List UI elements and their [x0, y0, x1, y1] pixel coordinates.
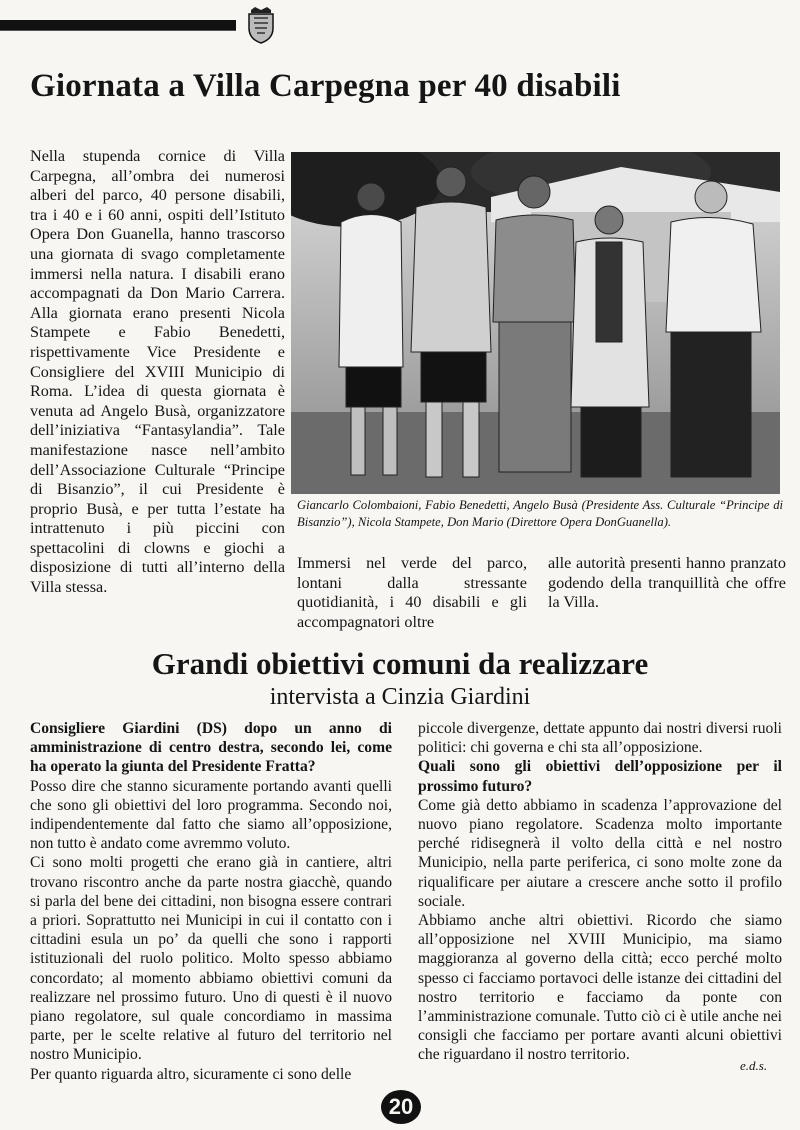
interview-answer: piccole divergenze, dettate appunto dai nostri diversi ruoli politici: chi governa e chi sta all’opposizione. [418, 720, 782, 757]
interview-answer: Abbiamo anche altri obiettivi. Ricordo che siamo all’opposizione nel XVIII Municipio, ma siamo maggioranza al governo della città; ecco perché molto spesso ci facciamo portavoci delle istanze dei cittadini del nostro territorio e facciamo da ponte con l’amministrazione comunale. Tutto ciò ci è utile anche nei consigli che facciamo per portare avanti alcuni obiettivi che riguardano il nostro territorio. [418, 912, 782, 1064]
photo-caption: Giancarlo Colombaioni, Fabio Benedetti, Angelo Busà (Presidente Ass. Culturale “Principe di Bisanzio”), Nicola Stampete, Don Mario (Direttore Opera DonGuanella). [297, 498, 783, 529]
interview-title: Grandi obiettivi comuni da realizzare [151, 646, 649, 681]
interview-answer: Posso dire che stanno sicuramente portando avanti quelli che sono gli obiettivi del loro programma. Secondo noi, indipendentemente dal fatto che siamo all’opposizione, non tutto è andato come avremmo voluto. [30, 777, 392, 853]
interview-column-left [30, 719, 392, 1084]
article-title: Giornata a Villa Carpegna per 40 disabili [30, 68, 621, 104]
interview-answer: Come già detto abbiamo in scadenza l’approvazione del nuovo piano regolatore. Scadenza molto importante perché ridisegnerà il volto della città e nel nostro Municipio, nella parte periferica, ci sono molte zone da riqualificare per aiutare a crescere anche sotto il profilo sociale. [418, 796, 782, 910]
author-signature: e.d.s. [740, 1058, 768, 1073]
article-body-column-2a: Immersi nel verde del parco, lontani dalla stressante quotidianità, i 40 disabili e gli accompagnatori oltre [297, 554, 527, 631]
interview-question: Consigliere Giardini (DS) dopo un anno di amministrazione di centro destra, secondo lei, come ha operato la giunta del Presidente Fratta? [30, 720, 392, 776]
header-rule [0, 20, 236, 30]
interview-answer: Ci sono molti progetti che erano già in cantiere, altri trovano riscontro anche da parte nostra giacchè, quando si parla del bene dei cittadini, non bisogna essere contrari a priori. Soprattutto nei Municipi in cui il contatto con i cittadini esula un po’ da quelli che sono i rapporti istituzionali del ruolo politico. Molto spesso abbiamo concordato; al momento abbiamo obiettivi comuni da realizzare nel prossimo futuro. Uno di questi è il nuovo piano regolatore, sul quale concordiamo in massima parte, per le scelte relative al futuro del territorio nel nostro Municipio. [30, 854, 392, 1064]
interview-answer: Per quanto riguarda altro, sicuramente ci sono delle [30, 1065, 352, 1083]
body-paragraph: Nella stupenda cornice di Villa Carpegna, all’ombra dei numerosi alberi del parco, 40 persone disabili, tra i 40 e i 60 anni, ospiti dell’Istituto Opera Don Guanella, hanno trascorso una giornata di svago completamente immersi nella natura. I disabili erano accompagnati da Don Mario Carrera. Alla giornata erano presenti Nicola Stampete e Fabio Benedetti, rispettivamente Vice Presidente e Consigliere del XVIII Municipio di Roma. L’idea di questa giornata è venuta ad Angelo Busà, organizzatore dell’iniziativa “Fantasylandia”. Tale manifestazione nasce nell’ambito dell’Associazione Culturale “Principe di Bisanzio”, il cui Presidente è proprio Busà, e per tutta l’estate ha intrattenuto i più piccini con spettacolini di clowns e giochi a disposizione di tutti all’interno della Villa stessa. [30, 147, 285, 597]
article-body-column-2b: alle autorità presenti hanno pranzato godendo della tranquillità che offre la Villa. [548, 554, 786, 612]
group-photo [291, 152, 780, 494]
article-body-column-1 [30, 147, 285, 598]
interview-column-right [418, 719, 782, 1065]
interview-subtitle: intervista a Cinzia Giardini [269, 684, 531, 710]
page-number: 20 [381, 1090, 421, 1124]
interview-question: Quali sono gli obiettivi dell’opposizione per il prossimo futuro? [418, 758, 782, 795]
crest-icon [246, 6, 276, 44]
